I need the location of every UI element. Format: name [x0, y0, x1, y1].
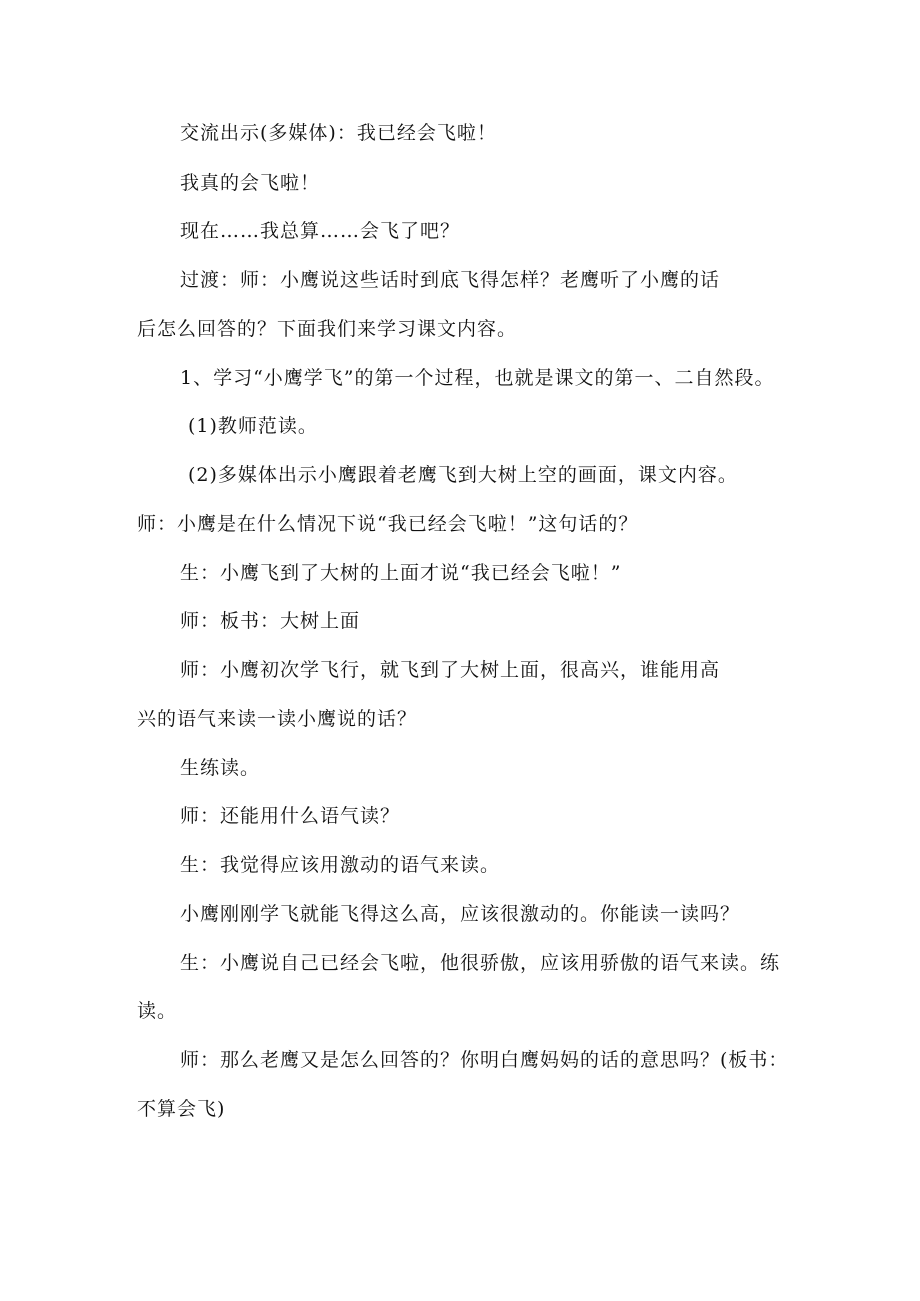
text-line: 我真的会飞啦！ — [180, 172, 321, 194]
text-line: 师：还能用什么语气读？ — [180, 805, 401, 827]
text-line: 后怎么回答的？下面我们来学习课文内容。 — [137, 318, 518, 340]
text-line: 过渡：师：小鹰说这些话时到底飞得怎样？老鹰听了小鹰的话 — [180, 269, 721, 291]
text-line: (2)多媒体出示小鹰跟着老鹰飞到大树上空的画面，课文内容。 — [188, 464, 738, 486]
text-line: 生：我觉得应该用激动的语气来读。 — [180, 854, 501, 876]
text-line: 1、学习“小鹰学飞”的第一个过程，也就是课文的第一、二自然段。 — [180, 367, 775, 389]
text-line: 生：小鹰说自己已经会飞啦，他很骄傲，应该用骄傲的语气来读。练 — [180, 952, 781, 974]
text-line: 生练读。 — [180, 757, 261, 779]
text-line: 交流出示(多媒体)：我已经会飞啦！ — [180, 122, 497, 144]
text-line: 小鹰刚刚学飞就能飞得这么高，应该很激动的。你能读一读吗？ — [180, 903, 741, 925]
text-line: 师：小鹰是在什么情况下说“我已经会飞啦！”这句话的？ — [137, 513, 639, 535]
text-line: 兴的语气来读一读小鹰说的话？ — [137, 708, 418, 730]
text-line: 师：小鹰初次学飞行，就飞到了大树上面，很高兴，谁能用高 — [180, 659, 721, 681]
text-line: 现在……我总算……会飞了吧？ — [180, 220, 461, 242]
text-line: 不算会飞) — [137, 1098, 226, 1120]
text-line: 读。 — [137, 1000, 178, 1022]
text-line: 生：小鹰飞到了大树的上面才说“我已经会飞啦！” — [180, 562, 622, 584]
text-line: (1)教师范读。 — [188, 415, 318, 437]
text-line: 师：板书：大树上面 — [180, 610, 361, 632]
text-line: 师：那么老鹰又是怎么回答的？你明白鹰妈妈的话的意思吗？(板书： — [180, 1049, 789, 1071]
